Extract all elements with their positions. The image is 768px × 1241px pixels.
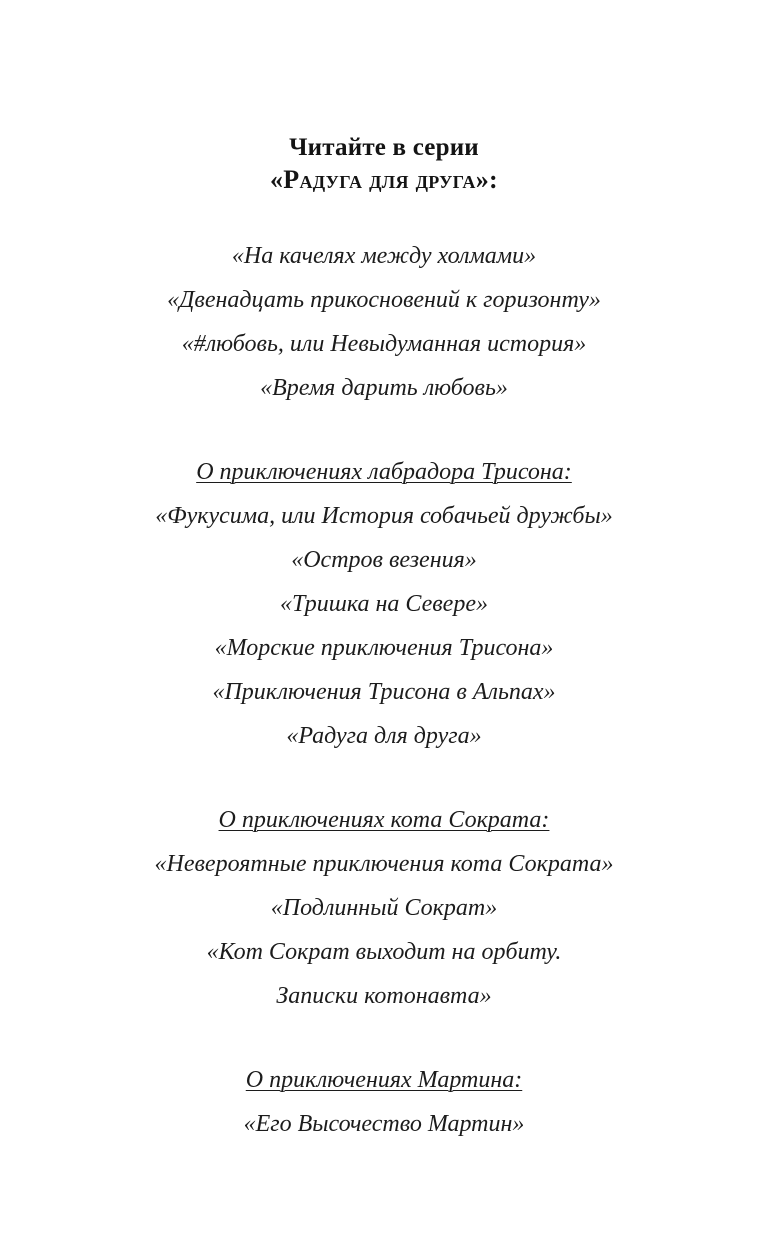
series-group-heading: О приключениях лабрадора Трисона:	[196, 459, 572, 485]
series-group	[74, 1058, 694, 1146]
book-title: «Двенадцать прикосновений к горизонту»	[167, 287, 601, 313]
book-title: «Его Высочество Мартин»	[243, 1111, 525, 1137]
series-list-content	[74, 132, 694, 1146]
book-title: «Подлинный Сократ»	[270, 895, 498, 921]
book-title: «Невероятные приключения кота Сократа»	[154, 851, 614, 877]
book-title: «Кот Сократ выходит на орбиту.	[206, 939, 562, 965]
series-group-heading: О приключениях кота Сократа:	[218, 807, 550, 833]
series-group	[74, 234, 694, 410]
book-title: «Морские приключения Трисона»	[214, 635, 554, 661]
book-title: «На качелях между холмами»	[231, 243, 537, 269]
book-title: «Время дарить любовь»	[260, 375, 508, 401]
series-group	[74, 450, 694, 758]
series-groups	[74, 234, 694, 1146]
series-group-heading: О приключениях Мартина:	[245, 1067, 523, 1093]
book-title: «Приключения Трисона в Альпах»	[212, 679, 556, 705]
book-title: «Тришка на Севере»	[280, 591, 488, 617]
page-title	[74, 132, 694, 196]
page-title-line-2: «Радуга для друга»:	[270, 165, 498, 194]
book-title: «Остров везения»	[291, 547, 477, 573]
book-title: «Фукусима, или История собачьей дружбы»	[155, 503, 613, 529]
book-title: «Радуга для друга»	[286, 723, 482, 749]
page-title-line-1: Читайте в серии	[289, 134, 479, 161]
book-title: Записки котонавта»	[276, 983, 492, 1009]
series-group	[74, 798, 694, 1018]
book-title: «#любовь, или Невыдуманная история»	[181, 331, 587, 357]
